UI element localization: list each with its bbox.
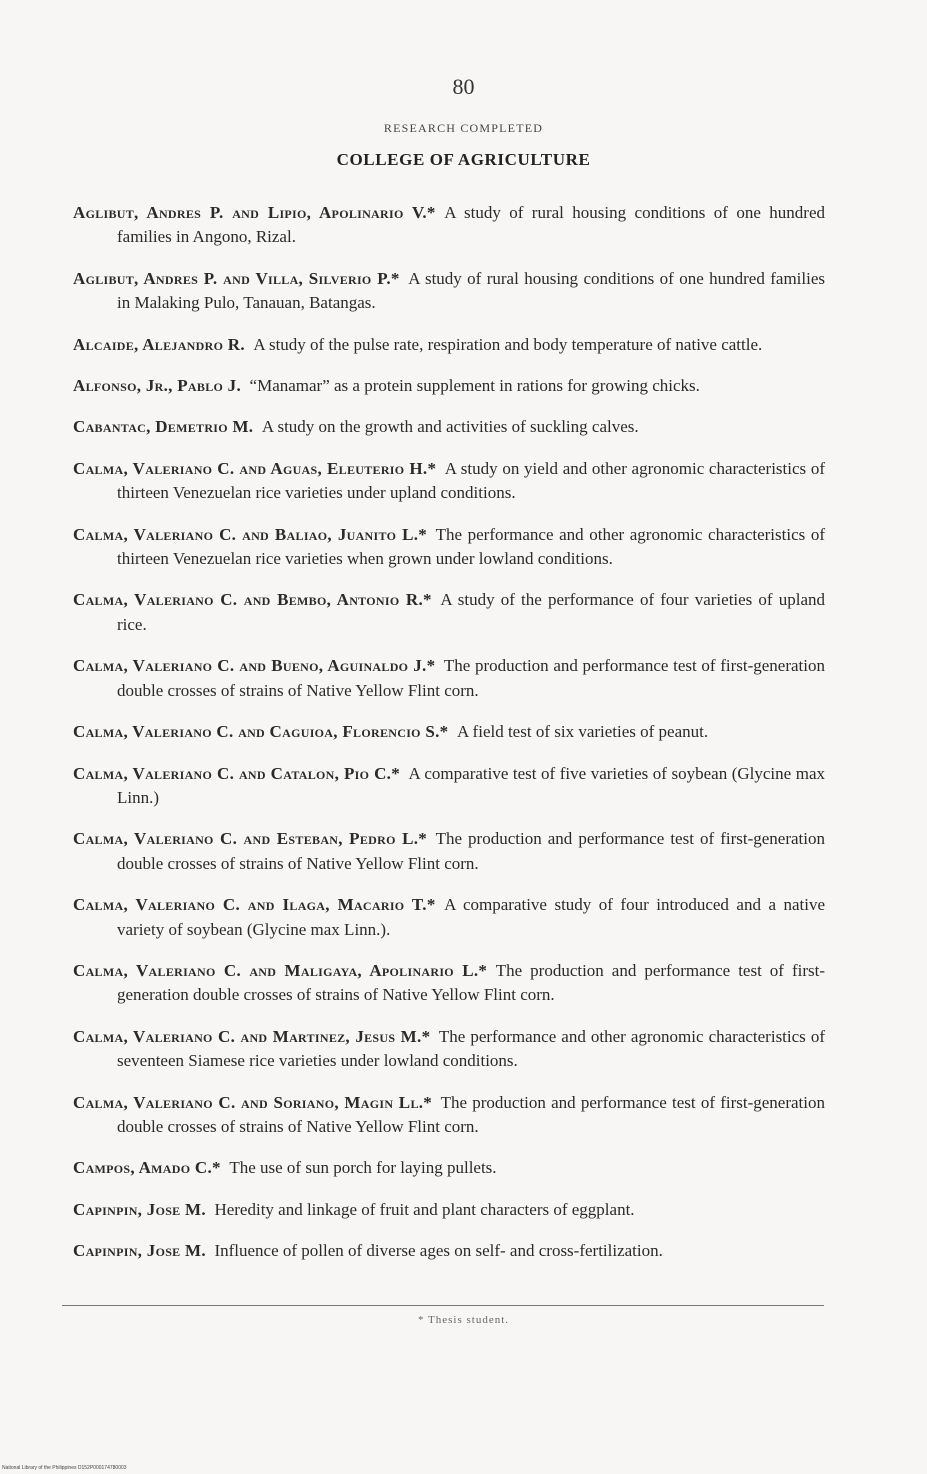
entry-title: A comparative test of five varieties of soybean (Glycine max Linn.): [117, 763, 825, 807]
library-credit: National Library of the Philippines D152P000174780003: [2, 1465, 127, 1471]
list-item: [73, 523, 825, 572]
entry-authors: Calma, Valeriano C. and Ilaga, Macario T.*: [73, 895, 436, 915]
list-item: [73, 1198, 825, 1222]
college-title: COLLEGE OF AGRICULTURE: [336, 150, 591, 169]
list-item: [73, 959, 825, 1008]
entry-title: The production and performance test of first-generation double crosses of strains of Native Yellow Flint corn.: [117, 1092, 825, 1136]
entry-title: The production and performance test of first-generation double crosses of strains of Native Yellow Flint corn.: [117, 656, 825, 700]
entry-title: A study on the growth and activities of suckling calves.: [261, 417, 639, 437]
page-number: 80: [452, 74, 475, 99]
entry-authors: Capinpin, Jose M.: [73, 1241, 206, 1261]
entry-title: A study of the pulse rate, respiration and body temperature of native cattle.: [253, 334, 763, 354]
entry-title: A comparative study of four introduced and a native variety of soybean (Glycine max Linn.).: [117, 895, 826, 939]
entry-title: “Manamar” as a protein supplement in rations for growing chicks.: [249, 376, 700, 396]
list-item: [73, 1239, 825, 1263]
entry-title: The use of sun porch for laying pullets.: [229, 1158, 497, 1178]
entry-authors: Aglibut, Andres P. and Lipio, Apolinario V.*: [73, 203, 436, 222]
list-item: [73, 827, 825, 876]
list-item: [73, 267, 825, 316]
entry-authors: Calma, Valeriano C. and Bembo, Antonio R.*: [73, 590, 432, 610]
list-item: [73, 374, 825, 398]
list-item: [73, 457, 825, 506]
list-item: [73, 415, 825, 439]
entry-authors: Cabantac, Demetrio M.: [73, 417, 254, 437]
entry-title: A study of rural housing conditions of one hundred families in Malaking Pulo, Tanauan, Batangas.: [117, 268, 825, 313]
entry-authors: Calma, Valeriano C. and Aguas, Eleuterio H.*: [73, 458, 437, 478]
entry-authors: Aglibut, Andres P. and Villa, Silverio P.*: [73, 268, 400, 288]
entry-title: The production and performance test of first-generation double crosses of strains of Native Yellow Flint corn.: [117, 829, 825, 873]
entry-authors: Alcaide, Alejandro R.: [73, 334, 245, 354]
list-item: [73, 762, 825, 811]
list-item: [73, 720, 825, 744]
entry-authors: Calma, Valeriano C. and Caguioa, Florencio S.*: [73, 722, 449, 742]
entry-title: A study of the performance of four varieties of upland rice.: [117, 590, 825, 634]
entry-authors: Alfonso, Jr., Pablo J.: [73, 376, 242, 396]
research-entries-list: [73, 184, 825, 1265]
list-item: [73, 893, 825, 942]
entry-authors: Calma, Valeriano C. and Bueno, Aguinaldo J.*: [73, 656, 436, 676]
entry-authors: Campos, Amado C.*: [73, 1158, 221, 1178]
list-item: [73, 588, 825, 637]
entry-title: The performance and other agronomic characteristics of seventeen Siamese rice varieties under lowland conditions.: [117, 1026, 825, 1071]
section-label: RESEARCH COMPLETED: [383, 121, 544, 135]
list-item: [73, 1025, 825, 1074]
list-item: [73, 654, 825, 703]
list-item: [73, 333, 825, 357]
entry-title: A study on yield and other agronomic characteristics of thirteen Venezuelan rice varieties under upland conditions.: [117, 458, 825, 503]
list-item: [73, 201, 825, 250]
entry-title: The production and performance test of first-generation double crosses of strains of Native Yellow Flint corn.: [117, 960, 825, 1005]
entry-title: Heredity and linkage of fruit and plant characters of eggplant.: [214, 1199, 635, 1219]
entry-authors: Calma, Valeriano C. and Martinez, Jesus M.*: [73, 1026, 431, 1046]
entry-authors: Calma, Valeriano C. and Soriano, Magin Ll.*: [73, 1092, 433, 1112]
entry-title: The performance and other agronomic characteristics of thirteen Venezuelan rice varieties when grown under lowland conditions.: [117, 524, 825, 569]
entry-authors: Calma, Valeriano C. and Catalon, Pio C.*: [73, 763, 401, 783]
entry-authors: Capinpin, Jose M.: [73, 1199, 206, 1219]
footnote: * Thesis student.: [417, 1314, 510, 1326]
list-item: [73, 1156, 825, 1180]
footnote-divider: [62, 1305, 824, 1306]
entry-authors: Calma, Valeriano C. and Maligaya, Apolinario L.*: [73, 960, 488, 980]
list-item: [73, 1091, 825, 1140]
entry-authors: Calma, Valeriano C. and Esteban, Pedro L.*: [73, 829, 428, 849]
entry-title: Influence of pollen of diverse ages on self- and cross-fertilization.: [214, 1241, 663, 1261]
entry-title: A field test of six varieties of peanut.: [456, 722, 709, 742]
entry-authors: Calma, Valeriano C. and Baliao, Juanito L.*: [73, 524, 428, 544]
entry-title: A study of rural housing conditions of one hundred families in Angono, Rizal.: [117, 203, 825, 247]
